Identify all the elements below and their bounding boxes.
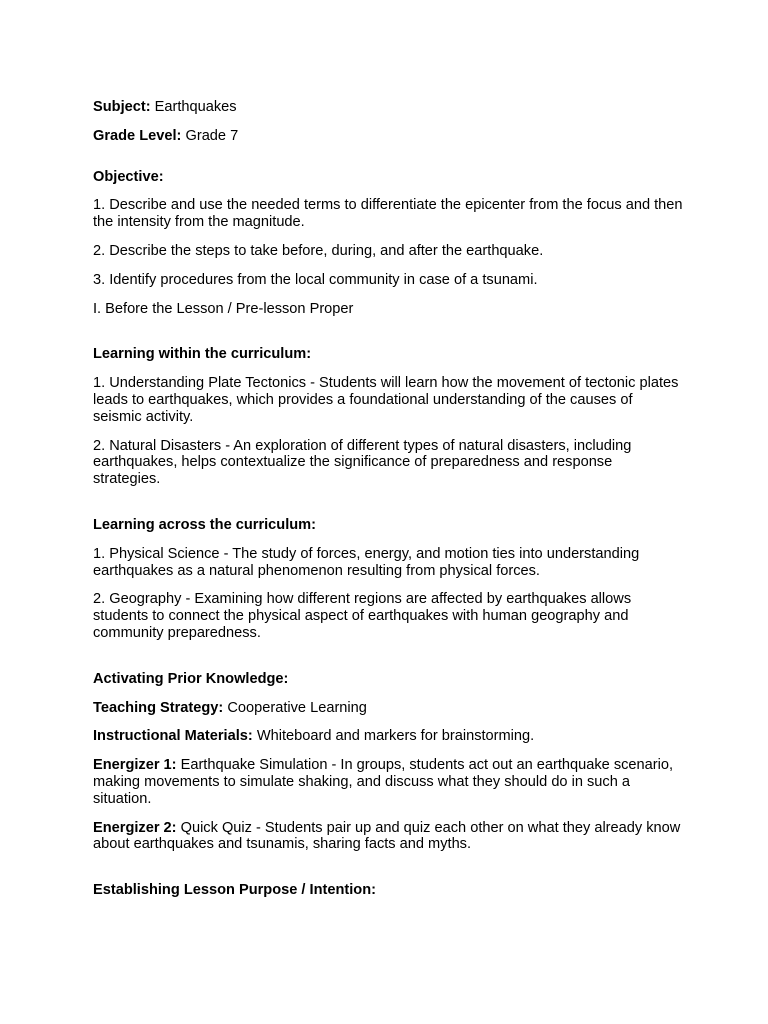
objective-item: 3. Identify procedures from the local community in case of a tsunami. xyxy=(93,271,538,288)
teaching-strategy-value: Cooperative Learning xyxy=(223,699,367,716)
lesson-plan-content xyxy=(93,99,683,911)
learning-within-item: 1. Understanding Plate Tectonics - Students will learn how the movement of tectonic plates leads to earthquakes, which provides a foundational understanding of the causes of seismic activity. xyxy=(93,375,679,425)
objective-item: 2. Describe the steps to take before, during, and after the earthquake. xyxy=(93,242,544,259)
energizer-1-line xyxy=(93,757,683,807)
objective-item: 1. Describe and use the needed terms to differentiate the epicenter from the focus and then the intensity from the magnitude. xyxy=(93,197,683,231)
grade-level-label: Grade Level: xyxy=(93,127,182,144)
learning-across-item: 2. Geography - Examining how different regions are affected by earthquakes allows students to connect the physical aspect of earthquakes with human geography and community preparedness. xyxy=(93,591,632,641)
energizer-2-line xyxy=(93,820,683,854)
instructional-materials-value: Whiteboard and markers for brainstorming. xyxy=(252,728,535,745)
teaching-strategy-line xyxy=(93,700,683,717)
section-before-lesson: I. Before the Lesson / Pre-lesson Proper xyxy=(93,300,354,317)
learning-within-heading: Learning within the curriculum: xyxy=(93,346,312,363)
grade-level-value: Grade 7 xyxy=(181,127,239,144)
learning-within-item: 2. Natural Disasters - An exploration of different types of natural disasters, including earthquakes, helps contextualize the significance of preparedness and response strategies. xyxy=(93,437,632,488)
learning-across-heading: Learning across the curriculum: xyxy=(93,516,317,533)
energizer-2-value: Quick Quiz - Students pair up and quiz each other on what they already know about earthquakes and tsunamis, sharing facts and myths. xyxy=(93,819,681,853)
objective-heading: Objective: xyxy=(93,168,164,185)
lesson-purpose-heading: Establishing Lesson Purpose / Intention: xyxy=(93,882,376,899)
energizer-1-value: Earthquake Simulation - In groups, students act out an earthquake scenario, making movements to simulate shaking, and discuss what they should do in such a situation. xyxy=(93,757,674,807)
energizer-2-label: Energizer 2: xyxy=(93,819,177,836)
grade-level-line xyxy=(93,128,683,145)
subject-label: Subject: xyxy=(93,99,151,115)
learning-across-item: 1. Physical Science - The study of forces, energy, and motion ties into understanding earthquakes as a natural phenomenon resulting from physical forces. xyxy=(93,545,640,579)
subject-line xyxy=(93,99,683,116)
teaching-strategy-label: Teaching Strategy: xyxy=(93,699,224,716)
subject-value: Earthquakes xyxy=(150,99,237,115)
instructional-materials-label: Instructional Materials: xyxy=(93,728,253,745)
instructional-materials-line xyxy=(93,728,683,745)
activating-prior-knowledge-heading: Activating Prior Knowledge: xyxy=(93,670,289,687)
energizer-1-label: Energizer 1: xyxy=(93,757,177,774)
